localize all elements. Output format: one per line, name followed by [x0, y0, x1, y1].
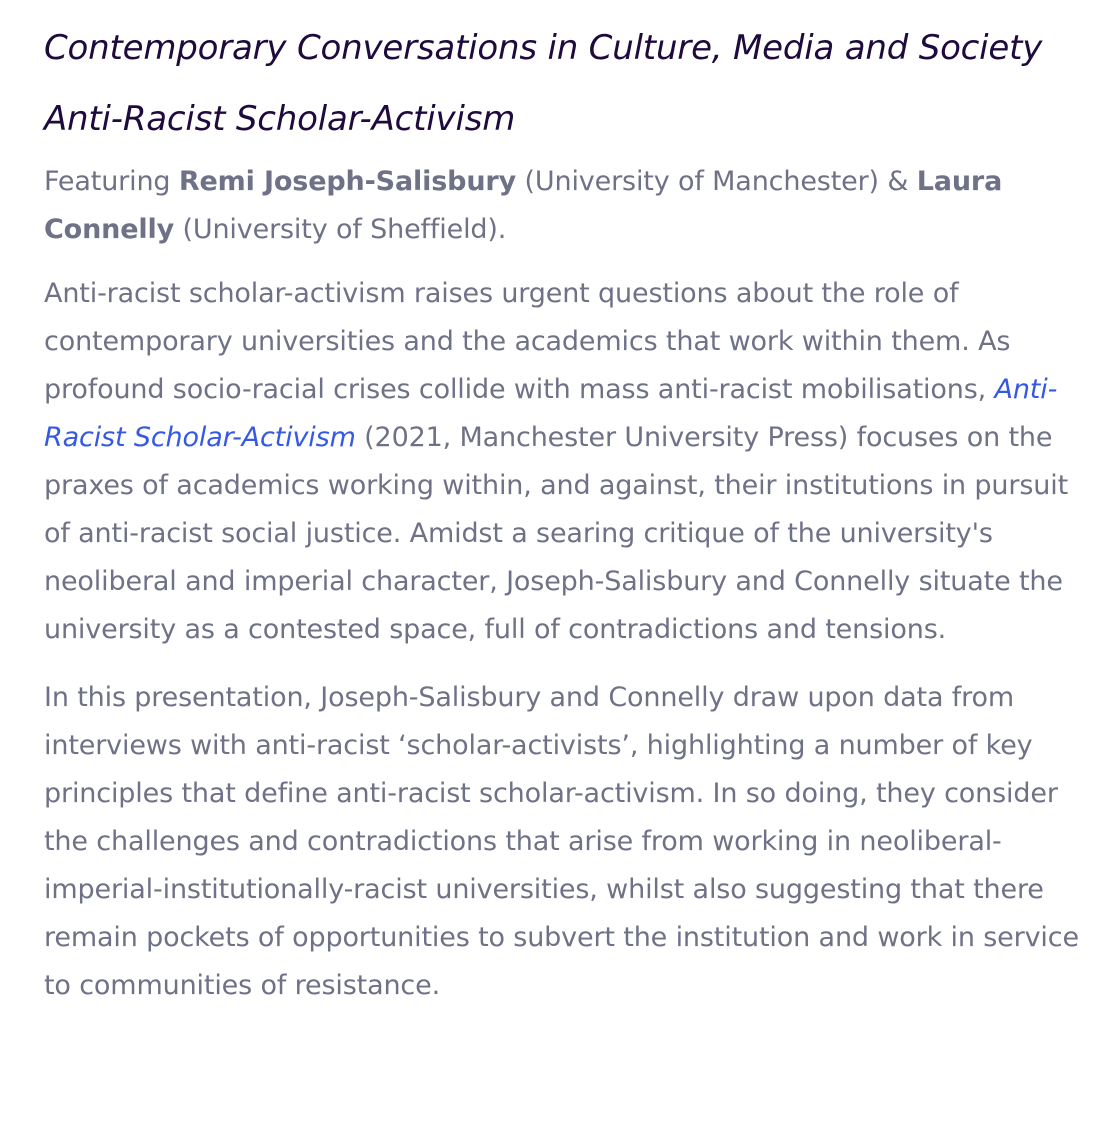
speaker-name-remi: Remi Joseph-Salisbury	[178, 166, 517, 197]
event-title: Anti-Racist Scholar-Activism	[44, 99, 516, 139]
speaker-affiliation-sheffield: (University of Sheffield).	[174, 214, 507, 245]
series-title: Contemporary Conversations in Culture, Media and Society	[44, 28, 1043, 68]
abstract-paragraph	[44, 270, 1094, 654]
speaker-affiliation-manchester: (University of Manchester) &	[516, 166, 917, 197]
featuring-paragraph	[44, 158, 1094, 254]
abstract-text-before-link: Anti-racist scholar-activism raises urgent questions about the role of contemporary universities and the academics that work within them. As profound socio-racial crises collide with mass anti-racist mobilisations,	[44, 278, 1011, 405]
speaker-name-laura: Laura Connelly	[44, 166, 1003, 245]
presentation-paragraph: In this presentation, Joseph-Salisbury and Connelly draw upon data from interviews with anti-racist ‘scholar-activists’, highlighting a number of key principles that define anti-racist scholar-activism. In so doing, they consider the challenges and contradictions that arise from working in neoliberal-imperial-institutionally-racist universities, whilst also suggesting that there remain pockets of opportunities to subvert the institution and work in service to communities of resistance.	[44, 682, 1079, 1001]
featuring-prefix: Featuring	[44, 166, 179, 197]
book-link[interactable]: Anti-Racist Scholar-Activism	[44, 374, 1058, 453]
abstract-text-after-link: (2021, Manchester University Press) focuses on the praxes of academics working within, and against, their institutions in pursuit of anti-racist social justice. Amidst a searing critique of the university's neoliberal and imperial character, Joseph-Salisbury and Connelly situate the university as a contested space, full of contradictions and tensions.	[44, 422, 1069, 645]
